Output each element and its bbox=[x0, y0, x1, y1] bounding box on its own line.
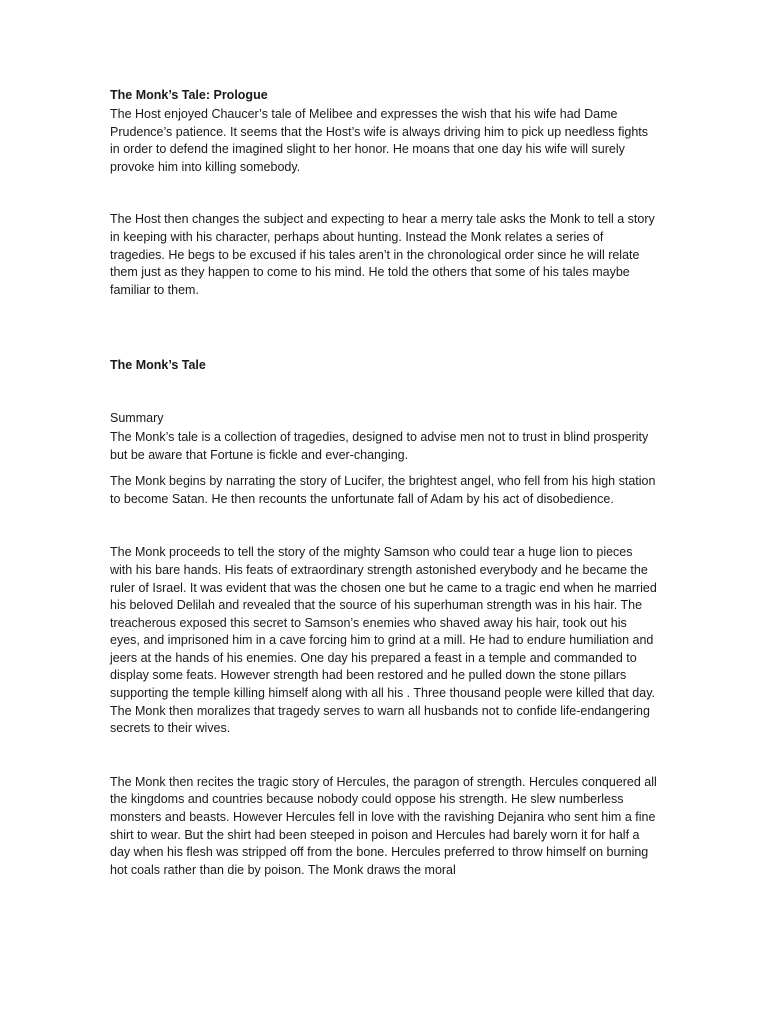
tale-heading: The Monk’s Tale bbox=[110, 358, 206, 373]
tale-paragraph-4: The Monk then recites the tragic story of Hercules, the paragon of strength. Hercules conquered all the kingdoms and countries because nobody could oppose his strength. He slew numberless monsters and beasts. However Hercules fell in love with the ravishing Dejanira who sent him a fine shirt to wear. But the shirt had been steeped in poison and Hercules had barely worn it for half a day when his flesh was stripped off from the bone. Hercules preferred to throw himself on burning hot coals rather than die by poison. The Monk draws the moral bbox=[110, 774, 657, 877]
prologue-heading: The Monk’s Tale: Prologue bbox=[110, 88, 268, 102]
tale-paragraph-1: The Monk’s tale is a collection of tragedies, designed to advise men not to trust in blind prosperity but be aware that Fortune is fickle and ever-changing. bbox=[110, 429, 649, 462]
document-page bbox=[110, 86, 658, 879]
tale-paragraph-2: The Monk begins by narrating the story of Lucifer, the brightest angel, who fell from his high station to become Satan. He then recounts the unfortunate fall of Adam by his act of disobedience. bbox=[110, 474, 656, 506]
tale-paragraph-3: The Monk proceeds to tell the story of the mighty Samson who could tear a huge lion to pieces with his bare hands. His feats of extraordinary strength astonished everybody and he became the ruler of Israel. It was evident that was the chosen one but he came to a tragic end when he married his beloved Delilah and revealed that the source of his superhuman strength was in his hair. The treacherous exposed this secret to Samson’s enemies who shaved away his hair, took out his eyes, and imprisoned him in a cave forcing him to grind at a mill. He had to endure humiliation and jeers at the hands of his enemies. One day his prepared a feast in a temple and commanded to display some feats. However strength had been restored and he pulled down the stone pillars supporting the temple killing himself along with all his . Three thousand people were killed that day. The Monk then moralizes that tragedy serves to warn all husbands not to confide life-endangering secrets to their wives. bbox=[110, 545, 657, 736]
prologue-paragraph-1: The Host enjoyed Chaucer’s tale of Melibee and expresses the wish that his wife had Dame Prudence’s patience. It seems that the Host’s wife is always driving him to pick up needless fights in order to defend the imagined slight to her honor. He moans that one day his wife will surely provoke him into killing somebody. bbox=[110, 107, 649, 174]
prologue-paragraph-2: The Host then changes the subject and expecting to hear a merry tale asks the Monk to tell a story in keeping with his character, perhaps about hunting. Instead the Monk relates a series of tragedies. He begs to be excused if his tales aren’t in the chronological order since he will relate them just as they happen to come to his mind. He told the others that some of his tales maybe familiar to them. bbox=[110, 212, 655, 297]
summary-label: Summary bbox=[110, 411, 164, 426]
